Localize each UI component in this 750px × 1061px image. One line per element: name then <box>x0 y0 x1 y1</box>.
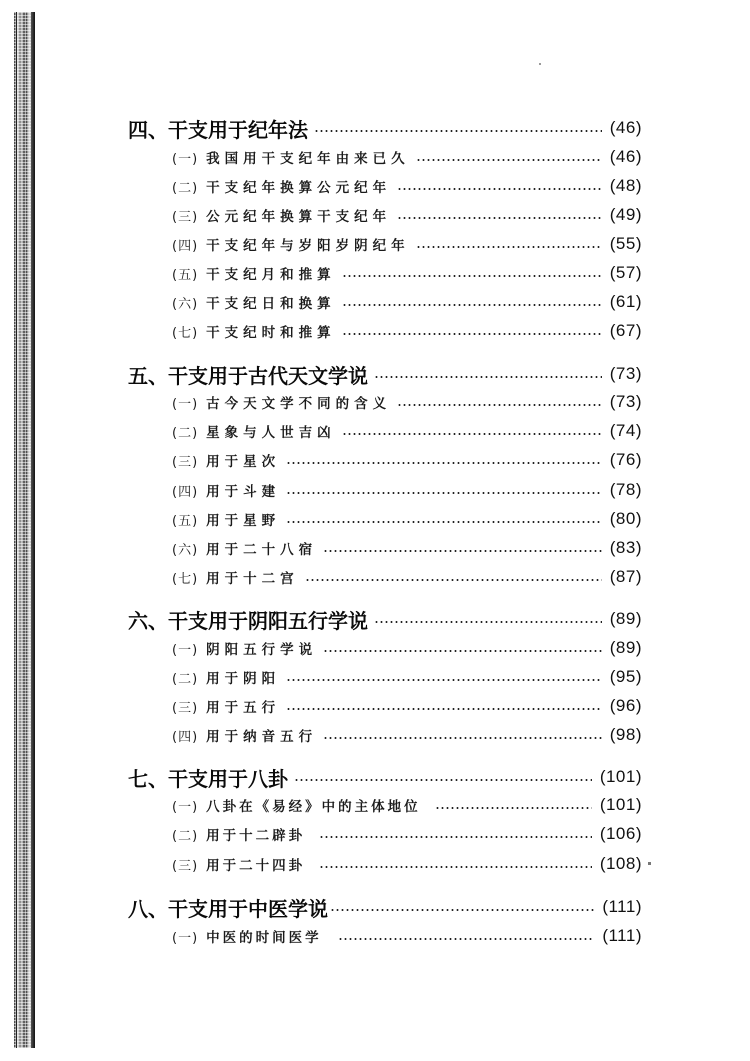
toc-entry[interactable] <box>172 693 642 719</box>
entry-number: (二) <box>172 180 199 196</box>
entry-number: (三) <box>172 454 199 470</box>
toc-entry[interactable] <box>172 821 642 847</box>
toc-entry[interactable] <box>172 535 642 561</box>
page-number: (89) <box>609 609 642 628</box>
entry-number: (二) <box>172 425 199 441</box>
toc-entry[interactable] <box>172 792 642 818</box>
dot-leader <box>319 866 592 868</box>
entry-title: 用于十二宫 <box>206 571 299 587</box>
dot-leader <box>342 433 602 435</box>
page-number: (73) <box>609 392 642 411</box>
entry-title: 用于星次 <box>206 454 281 470</box>
toc-entry[interactable] <box>172 506 642 532</box>
dot-leader <box>286 679 602 681</box>
entry-number: (四) <box>172 238 199 254</box>
toc-entry[interactable] <box>172 173 642 199</box>
entry-title: 干支纪年与岁阳岁阴纪年 <box>206 238 410 254</box>
entry-title: 用于星野 <box>206 513 281 529</box>
entry-number: (四) <box>172 484 199 500</box>
entry-number: (六) <box>172 296 199 312</box>
entry-number: (四) <box>172 729 199 745</box>
page-number: (48) <box>609 176 642 195</box>
entry-title: 中医的时间医学 <box>206 930 322 946</box>
toc-entry[interactable] <box>172 389 642 415</box>
dot-leader <box>342 275 602 277</box>
page-number: (87) <box>609 567 642 586</box>
page-number: (101) <box>599 795 642 814</box>
dot-leader <box>397 404 602 406</box>
entry-title: 用于十二辟卦 <box>206 828 306 844</box>
dot-leader <box>330 909 594 911</box>
entry-number: (五) <box>172 513 199 529</box>
page-number: (106) <box>599 824 642 843</box>
dot-leader <box>416 246 602 248</box>
dot-leader <box>323 650 602 652</box>
entry-title: 干支纪时和推算 <box>206 325 336 341</box>
page-number: (96) <box>609 696 642 715</box>
entry-number: (三) <box>172 858 199 874</box>
entry-title: 用于纳音五行 <box>206 729 318 745</box>
dot-leader <box>323 550 602 552</box>
dot-leader <box>374 376 602 378</box>
entry-number: (一) <box>172 930 199 946</box>
page-number: (80) <box>609 509 642 528</box>
entry-number: (七) <box>172 325 199 341</box>
entry-title: 我国用干支纪年由来已久 <box>206 151 410 167</box>
page-number: (95) <box>609 667 642 686</box>
dot-leader <box>286 492 602 494</box>
entry-title: 八卦在《易经》中的主体地位 <box>206 799 421 815</box>
entry-number: (二) <box>172 671 199 687</box>
page-number: (55) <box>609 234 642 253</box>
heading-title: 五、干支用于古代天文学说 <box>128 363 368 388</box>
page-number: (73) <box>609 364 642 383</box>
entry-number: (二) <box>172 828 199 844</box>
page-number: (89) <box>609 638 642 657</box>
toc-entry[interactable] <box>172 635 642 661</box>
entry-title: 用于斗建 <box>206 484 281 500</box>
dot-leader <box>305 579 602 581</box>
heading-title: 八、干支用于中医学说 <box>128 896 328 921</box>
entry-number: (三) <box>172 209 199 225</box>
entry-title: 古今天文学不同的含义 <box>206 396 392 412</box>
dot-leader <box>319 836 592 838</box>
page-number: (111) <box>602 926 642 945</box>
dot-leader <box>342 333 602 335</box>
entry-title: 干支纪月和推算 <box>206 267 336 283</box>
dot-leader <box>374 621 602 623</box>
entry-number: (七) <box>172 571 199 587</box>
entry-title: 干支纪年换算公元纪年 <box>206 180 392 196</box>
heading-title: 六、干支用于阴阳五行学说 <box>128 608 368 633</box>
dot-leader <box>397 188 602 190</box>
dot-leader <box>286 521 602 523</box>
page-number: (83) <box>609 538 642 557</box>
entry-number: (一) <box>172 151 199 167</box>
dot-leader <box>342 304 602 306</box>
toc-entry[interactable] <box>172 564 642 590</box>
entry-title: 公元纪年换算干支纪年 <box>206 209 392 225</box>
dot-leader <box>416 159 602 161</box>
toc-entry[interactable] <box>172 202 642 228</box>
entry-number: (三) <box>172 700 199 716</box>
heading-title: 七、干支用于八卦 <box>128 766 288 791</box>
toc-entry[interactable] <box>172 144 642 170</box>
toc-entry[interactable] <box>172 318 642 344</box>
dot-leader <box>397 217 602 219</box>
toc-entry[interactable] <box>172 418 642 444</box>
toc-entry[interactable] <box>172 722 642 748</box>
page-number: (111) <box>602 897 642 916</box>
entry-number: (一) <box>172 396 199 412</box>
heading-title: 四、干支用于纪年法 <box>128 117 308 142</box>
toc-entry[interactable] <box>172 447 642 473</box>
entry-title: 用于阴阳 <box>206 671 281 687</box>
toc-entry[interactable] <box>172 231 642 257</box>
toc-entry[interactable] <box>172 851 642 877</box>
entry-number: (六) <box>172 542 199 558</box>
page-number: (101) <box>599 767 642 786</box>
page-number: (76) <box>609 450 642 469</box>
page-number: (49) <box>609 205 642 224</box>
page-number: (57) <box>609 263 642 282</box>
entry-number: (一) <box>172 799 199 815</box>
toc-heading[interactable] <box>128 606 642 632</box>
dot-leader <box>294 779 592 781</box>
toc-heading[interactable] <box>128 361 642 387</box>
toc-entry[interactable] <box>172 664 642 690</box>
toc-entry[interactable] <box>172 260 642 286</box>
dot-leader <box>338 938 595 940</box>
page-number: (67) <box>609 321 642 340</box>
toc-heading[interactable] <box>128 764 642 790</box>
entry-title: 用于二十四卦 <box>206 858 306 874</box>
entry-title: 用于五行 <box>206 700 281 716</box>
dot-leader <box>314 130 602 132</box>
dot-leader <box>435 807 592 809</box>
page-number: (46) <box>609 118 642 137</box>
entry-title: 用于二十八宿 <box>206 542 318 558</box>
toc-heading[interactable] <box>128 894 642 920</box>
toc-entry[interactable] <box>172 289 642 315</box>
page-number: (108) <box>599 854 642 873</box>
page-number: (78) <box>609 480 642 499</box>
entry-title: 星象与人世吉凶 <box>206 425 336 441</box>
page-number: (98) <box>609 725 642 744</box>
dot-leader <box>286 462 602 464</box>
dot-leader <box>323 737 602 739</box>
page-number: (74) <box>609 421 642 440</box>
entry-title: 干支纪日和换算 <box>206 296 336 312</box>
entry-number: (五) <box>172 267 199 283</box>
toc-entry[interactable] <box>172 477 642 503</box>
dot-leader <box>286 708 602 710</box>
page-number: (61) <box>609 292 642 311</box>
page-number: (46) <box>609 147 642 166</box>
toc-entry[interactable] <box>172 923 642 949</box>
entry-number: (一) <box>172 642 199 658</box>
toc-heading[interactable] <box>128 115 642 141</box>
entry-title: 阴阳五行学说 <box>206 642 318 658</box>
